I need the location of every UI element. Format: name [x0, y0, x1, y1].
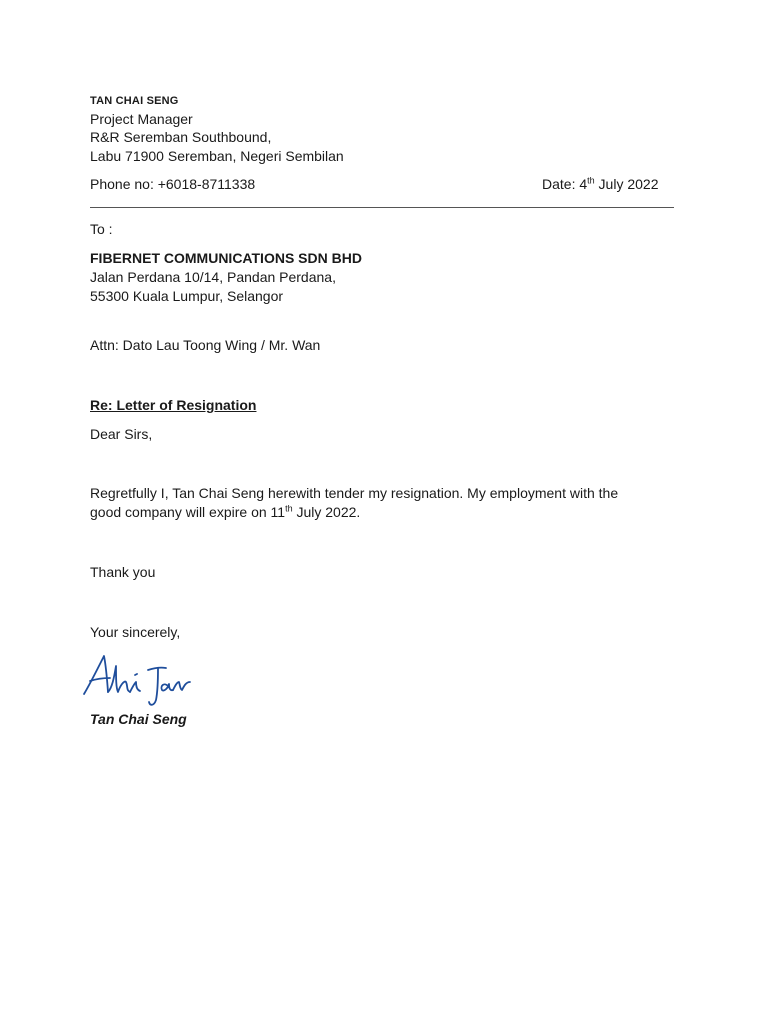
closing-line: Your sincerely, — [90, 624, 181, 640]
letter-date — [542, 175, 658, 193]
body-line2-ordinal: th — [285, 503, 293, 514]
body-line2-prefix: good company will expire on 11 — [90, 504, 286, 520]
sender-address-line2: Labu 71900 Seremban, Negeri Sembilan — [90, 148, 344, 164]
body-line1: Regretfully I, Tan Chai Seng herewith tender my resignation. My employment with the — [90, 485, 619, 501]
date-suffix: July 2022 — [594, 176, 659, 192]
date-prefix: Date: 4 — [542, 176, 588, 192]
sender-title: Project Manager — [90, 111, 193, 127]
thanks-line: Thank you — [90, 564, 156, 580]
date-ordinal: th — [587, 175, 595, 186]
recipient-address-line2: 55300 Kuala Lumpur, Selangor — [90, 288, 284, 304]
header-divider — [90, 207, 674, 208]
recipient-company: FIBERNET COMMUNICATIONS SDN BHD — [90, 250, 362, 266]
sender-phone: Phone no: +6018-8711338 — [90, 176, 256, 192]
sender-name: TAN CHAI SENG — [90, 95, 179, 107]
subject-line: Re: Letter of Resignation — [90, 397, 257, 413]
salutation: Dear Sirs, — [90, 426, 153, 442]
signer-name: Tan Chai Seng — [90, 711, 187, 727]
attention-line: Attn: Dato Lau Toong Wing / Mr. Wan — [90, 337, 321, 353]
body-line2 — [90, 503, 360, 521]
sender-address-line1: R&R Seremban Southbound, — [90, 129, 272, 145]
to-label: To : — [90, 221, 113, 237]
body-line2-suffix: July 2022. — [292, 504, 361, 520]
handwritten-signature — [80, 648, 195, 710]
recipient-address-line1: Jalan Perdana 10/14, Pandan Perdana, — [90, 269, 336, 285]
